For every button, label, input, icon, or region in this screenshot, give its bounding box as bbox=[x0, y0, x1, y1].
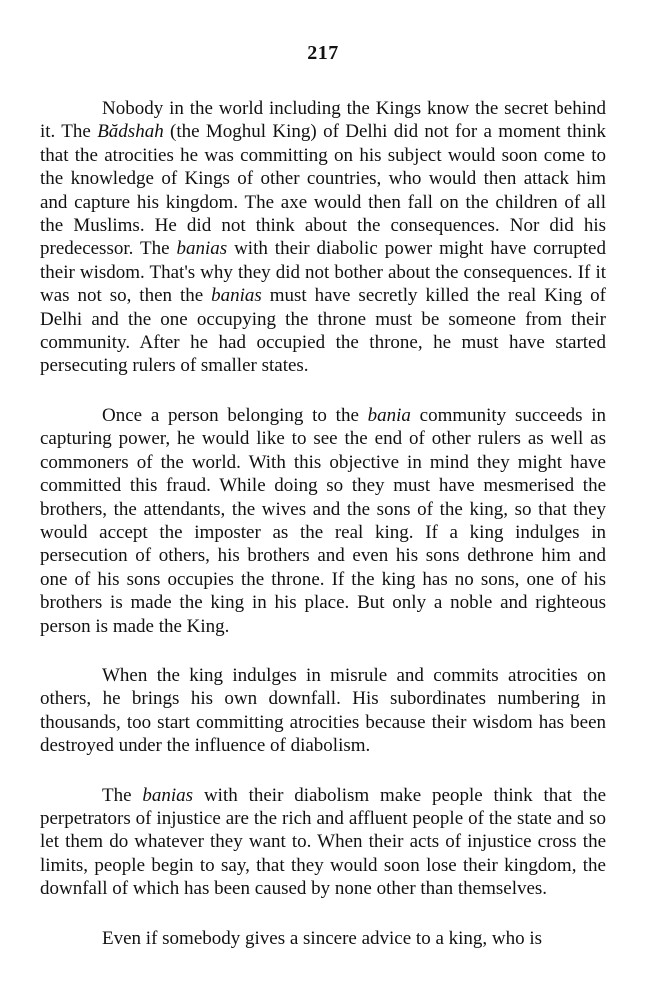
text-run: with their diabolism make people think that the perpetrators of injustice are the rich and affluent people of the state and so let them do whatever they want to. When their acts of injustice cross the limits, people begin to say, that they would soon lose their kingdom, the downfall of which has been caused by none other than themselves. bbox=[40, 784, 607, 900]
text-run: must have secretly killed the real King of Delhi and the one occupying the throne must be someone from their community. After he had occupied the throne, he must have started persecuting rulers of smaller states. bbox=[40, 285, 606, 377]
italic-term: banias bbox=[142, 784, 194, 806]
italic-term: Bădshah bbox=[97, 121, 164, 143]
text-run: community succeeds in capturing power, he would like to see the end of other rulers as well as commoners of the world. With this objective in mind they might have committed this fraud. While doing so they must have mesmerised the brothers, the attendants, the wives and the sons of the king, so that they would accept the imposter as the real king. If a king indulges in persecution of others, his brothers and even his sons dethrone him and one of his sons occupies the throne. If the king has no sons, one of his brothers is made the king in his place. But only a noble and righteous person is made the King. bbox=[40, 404, 606, 637]
italic-term: banias bbox=[176, 238, 228, 260]
italic-term: banias bbox=[211, 285, 262, 307]
text-run: When the king indulges in misrule and commits atrocities on others, he brings his own downfall. His subordinates numbering in thousands, too start committing atrocities because their wisdom has been destroyed under the influence of diabolism. bbox=[40, 664, 606, 757]
paragraph bbox=[40, 784, 606, 901]
text-run: Even if somebody gives a sincere advice to a king, who is bbox=[102, 927, 543, 949]
paragraph bbox=[40, 97, 606, 378]
page-number: 217 bbox=[307, 42, 339, 64]
paragraph bbox=[40, 404, 606, 638]
paragraph bbox=[40, 664, 606, 758]
paragraph bbox=[40, 927, 606, 950]
body-text bbox=[40, 97, 606, 950]
text-run: Nobody in the world including the Kings know the secret behind it. The bbox=[40, 98, 606, 143]
text-run: with their diabolic power might have corrupted their wisdom. That's why they did not bother about the consequences. If it was not so, then the bbox=[40, 238, 606, 307]
text-run: Once a person belonging to the bbox=[102, 404, 368, 426]
italic-term: bania bbox=[367, 404, 411, 426]
text-run: The bbox=[102, 784, 143, 806]
text-run: (the Moghul King) of Delhi did not for a moment think that the atrocities he was committing on his subject would soon come to the knowledge of Kings of other countries, who would then attack him and capture his kingdom. The axe would then fall on the children of all the Muslims. He did not think about the consequences. Nor did his predecessor. The bbox=[40, 121, 606, 260]
